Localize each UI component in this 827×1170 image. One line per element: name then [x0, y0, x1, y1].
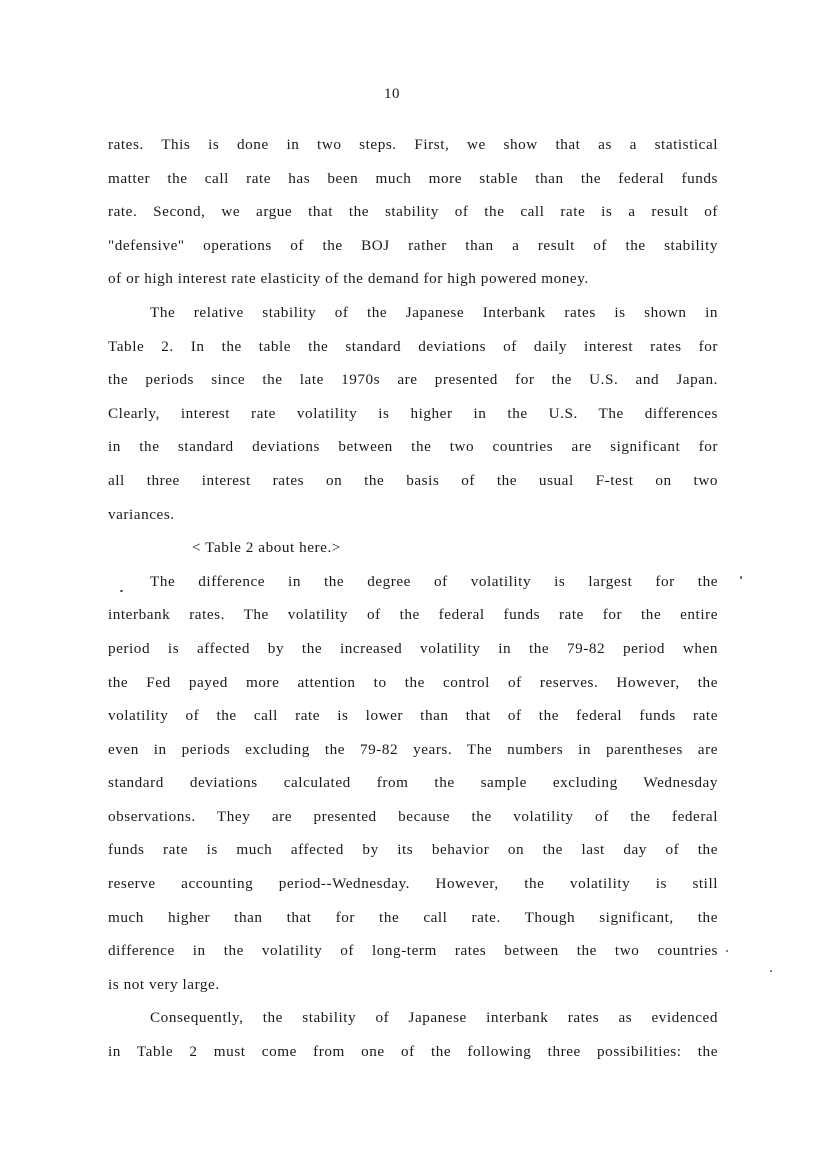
- scan-speck: [120, 590, 123, 592]
- text-line: The difference in the degree of volatility is largest for the: [150, 572, 718, 590]
- text-line: the Fed payed more attention to the control of reserves. However, the: [108, 673, 718, 691]
- scan-speck: [740, 576, 742, 579]
- text-line: the periods since the late 1970s are presented for the U.S. and Japan.: [108, 371, 718, 389]
- text-line: Table 2. In the table the standard deviations of daily interest rates for: [108, 337, 718, 355]
- text-line: of or high interest rate elasticity of the demand for high powered money.: [108, 270, 589, 288]
- text-line: reserve accounting period--Wednesday. However, the volatility is still: [108, 875, 718, 893]
- text-line: observations. They are presented because the volatility of the federal: [108, 807, 718, 825]
- table-placement-note: < Table 2 about here.>: [192, 539, 341, 557]
- text-line: in the standard deviations between the two countries are significant for: [108, 438, 718, 456]
- text-line: standard deviations calculated from the sample excluding Wednesday: [108, 774, 718, 792]
- text-line: rate. Second, we argue that the stability of the call rate is a result of: [108, 203, 718, 221]
- page-number: 10: [384, 86, 400, 102]
- text-line: The relative stability of the Japanese Interbank rates is shown in: [150, 303, 718, 321]
- text-line: variances.: [108, 505, 175, 523]
- scan-speck: [770, 970, 772, 972]
- text-line: Clearly, interest rate volatility is higher in the U.S. The differences: [108, 404, 718, 422]
- text-line: in Table 2 must come from one of the following three possibilities: the: [108, 1043, 718, 1061]
- text-line: even in periods excluding the 79-82 years. The numbers in parentheses are: [108, 740, 718, 758]
- text-line: period is affected by the increased volatility in the 79-82 period when: [108, 639, 718, 657]
- scan-speck: [726, 950, 728, 952]
- text-line: difference in the volatility of long-term rates between the two countries: [108, 942, 718, 960]
- text-line: is not very large.: [108, 975, 220, 993]
- text-line: matter the call rate has been much more stable than the federal funds: [108, 169, 718, 187]
- text-line: "defensive" operations of the BOJ rather than a result of the stability: [108, 236, 718, 254]
- text-line: interbank rates. The volatility of the federal funds rate for the entire: [108, 606, 718, 624]
- text-line: much higher than that for the call rate. Though significant, the: [108, 908, 718, 926]
- text-line: Consequently, the stability of Japanese interbank rates as evidenced: [150, 1009, 718, 1027]
- text-line: rates. This is done in two steps. First, we show that as a statistical: [108, 136, 718, 153]
- text-line: funds rate is much affected by its behavior on the last day of the: [108, 841, 718, 859]
- body-text: [108, 128, 718, 1069]
- text-line: all three interest rates on the basis of the usual F-test on two: [108, 471, 718, 489]
- text-line: volatility of the call rate is lower than that of the federal funds rate: [108, 707, 718, 725]
